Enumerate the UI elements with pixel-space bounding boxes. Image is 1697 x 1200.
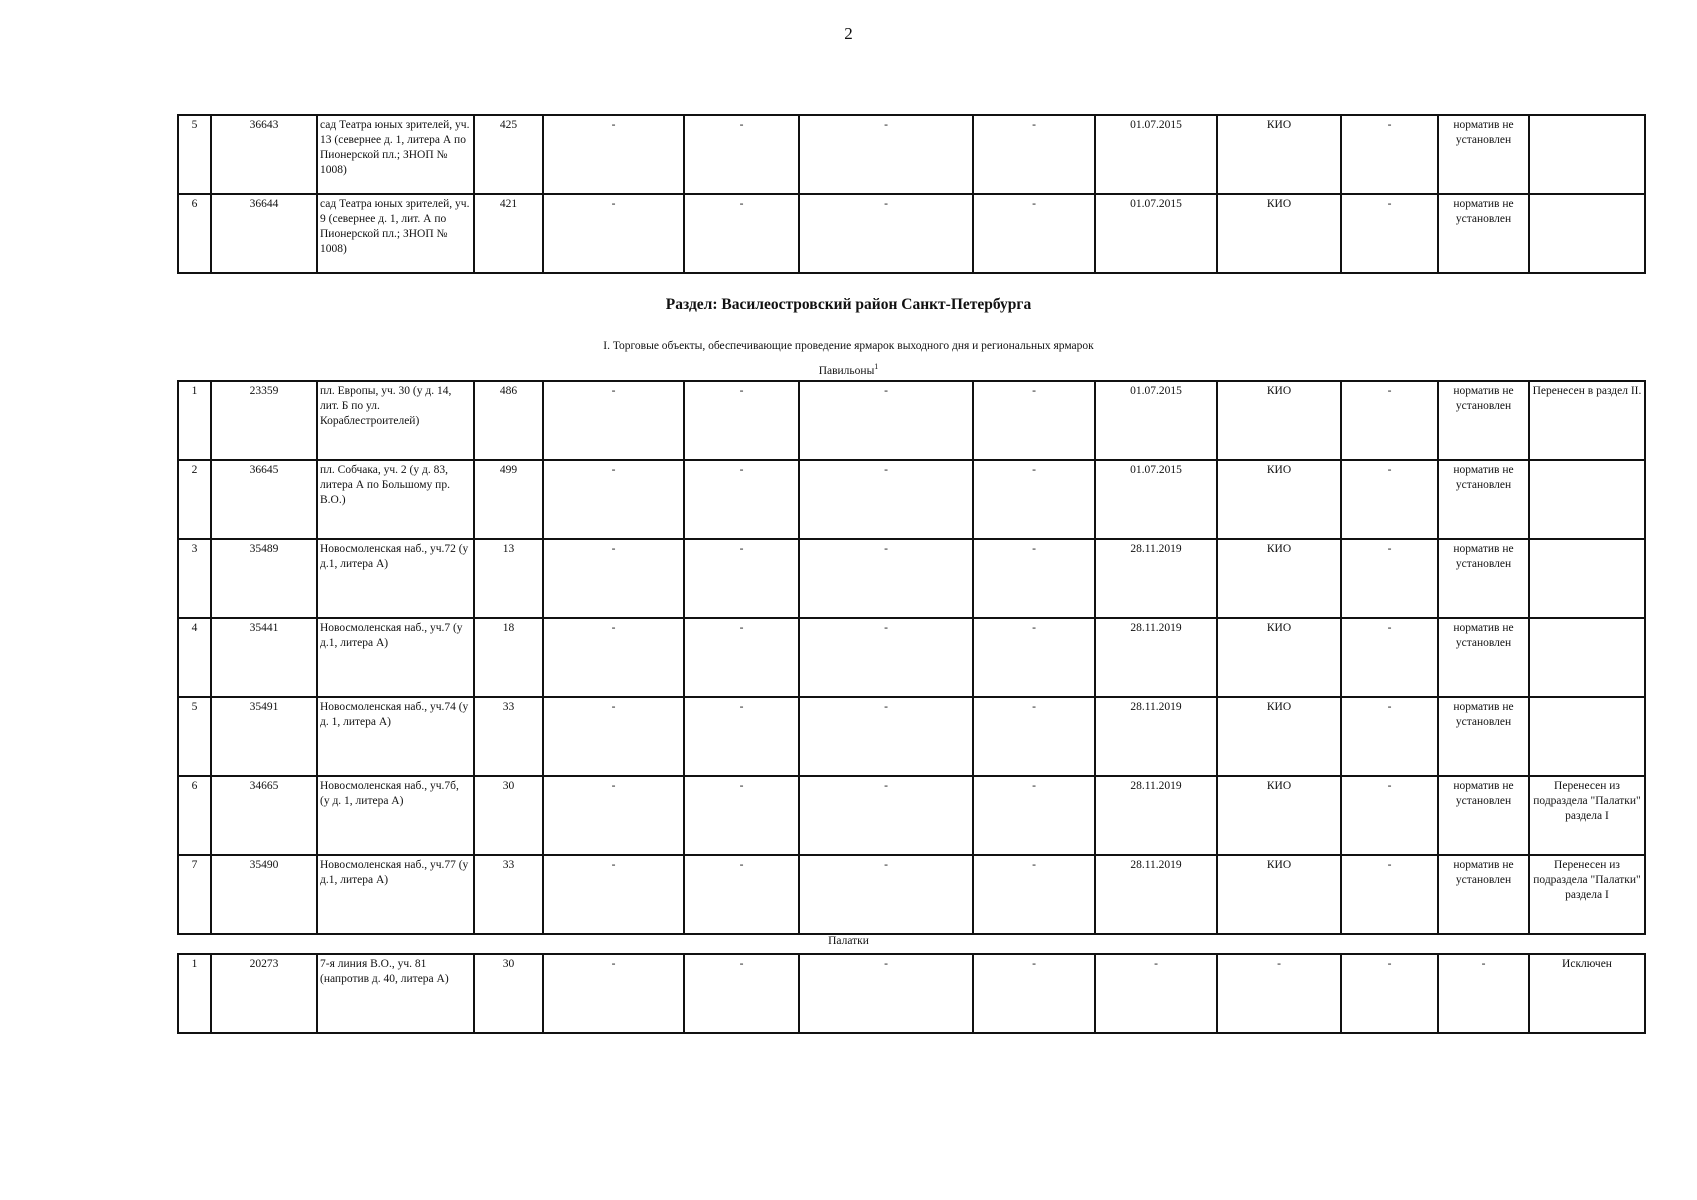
cell-area: 33 bbox=[474, 697, 543, 776]
cell-col11: - bbox=[1341, 115, 1438, 194]
cell-col5: - bbox=[543, 776, 684, 855]
cell-col11: - bbox=[1341, 954, 1438, 1033]
cell-id: 36643 bbox=[211, 115, 317, 194]
cell-area: 30 bbox=[474, 954, 543, 1033]
cell-col6: - bbox=[684, 697, 799, 776]
cell-id: 36644 bbox=[211, 194, 317, 273]
cell-note: Перенесен из подраздела "Палатки" раздела I bbox=[1529, 776, 1645, 855]
cell-norm: - bbox=[1438, 954, 1529, 1033]
table-row bbox=[178, 697, 1645, 776]
cell-col6: - bbox=[684, 954, 799, 1033]
cell-col5: - bbox=[543, 539, 684, 618]
cell-col7: - bbox=[799, 776, 973, 855]
cell-note: Исключен bbox=[1529, 954, 1645, 1033]
cell-date: 28.11.2019 bbox=[1095, 855, 1217, 934]
cell-col6: - bbox=[684, 855, 799, 934]
cell-date: 01.07.2015 bbox=[1095, 194, 1217, 273]
cell-col8: - bbox=[973, 697, 1095, 776]
table-row bbox=[178, 954, 1645, 1033]
cell-col7: - bbox=[799, 115, 973, 194]
cell-org: КИО bbox=[1217, 460, 1341, 539]
table-row bbox=[178, 539, 1645, 618]
cell-col8: - bbox=[973, 776, 1095, 855]
cell-col6: - bbox=[684, 460, 799, 539]
cell-col5: - bbox=[543, 115, 684, 194]
cell-note: Перенесен из подраздела "Палатки" раздела I bbox=[1529, 855, 1645, 934]
cell-date: 28.11.2019 bbox=[1095, 539, 1217, 618]
cell-address: 7-я линия В.О., уч. 81 (напротив д. 40, литера А) bbox=[317, 954, 474, 1033]
cell-col8: - bbox=[973, 115, 1095, 194]
cell-col8: - bbox=[973, 194, 1095, 273]
cell-org: КИО bbox=[1217, 539, 1341, 618]
cell-id: 23359 bbox=[211, 381, 317, 460]
cell-col11: - bbox=[1341, 618, 1438, 697]
cell-org: КИО bbox=[1217, 115, 1341, 194]
cell-number: 1 bbox=[178, 954, 211, 1033]
cell-norm: норматив не установлен bbox=[1438, 855, 1529, 934]
cell-col5: - bbox=[543, 194, 684, 273]
cell-col5: - bbox=[543, 618, 684, 697]
cell-address: сад Театра юных зрителей, уч. 9 (севернее д. 1, лит. А по Пионерской пл.; ЗНОП № 1008) bbox=[317, 194, 474, 273]
cell-col7: - bbox=[799, 194, 973, 273]
cell-col5: - bbox=[543, 697, 684, 776]
cell-col5: - bbox=[543, 954, 684, 1033]
cell-date: 01.07.2015 bbox=[1095, 460, 1217, 539]
cell-date: 01.07.2015 bbox=[1095, 115, 1217, 194]
cell-col11: - bbox=[1341, 460, 1438, 539]
cell-number: 5 bbox=[178, 697, 211, 776]
cell-address: пл. Европы, уч. 30 (у д. 14, лит. Б по ул. Кораблестроителей) bbox=[317, 381, 474, 460]
pavilions-footnote: 1 bbox=[874, 362, 879, 371]
cell-date: 01.07.2015 bbox=[1095, 381, 1217, 460]
cell-col7: - bbox=[799, 855, 973, 934]
cell-area: 499 bbox=[474, 460, 543, 539]
table-row bbox=[178, 776, 1645, 855]
cell-col6: - bbox=[684, 618, 799, 697]
cell-col8: - bbox=[973, 618, 1095, 697]
top-table bbox=[177, 114, 1646, 274]
cell-org: КИО bbox=[1217, 194, 1341, 273]
cell-number: 3 bbox=[178, 539, 211, 618]
cell-id: 35491 bbox=[211, 697, 317, 776]
subsection-title: I. Торговые объекты, обеспечивающие проведение ярмарок выходного дня и региональных ярмарок bbox=[603, 340, 1094, 352]
cell-org: - bbox=[1217, 954, 1341, 1033]
cell-date: 28.11.2019 bbox=[1095, 618, 1217, 697]
cell-col6: - bbox=[684, 539, 799, 618]
cell-col5: - bbox=[543, 855, 684, 934]
cell-norm: норматив не установлен bbox=[1438, 618, 1529, 697]
cell-number: 7 bbox=[178, 855, 211, 934]
cell-id: 35490 bbox=[211, 855, 317, 934]
pavilions-label bbox=[0, 362, 1697, 377]
cell-norm: норматив не установлен bbox=[1438, 381, 1529, 460]
cell-col11: - bbox=[1341, 381, 1438, 460]
cell-id: 35441 bbox=[211, 618, 317, 697]
cell-number: 6 bbox=[178, 776, 211, 855]
cell-area: 18 bbox=[474, 618, 543, 697]
cell-col8: - bbox=[973, 954, 1095, 1033]
cell-number: 4 bbox=[178, 618, 211, 697]
table-row bbox=[178, 194, 1645, 273]
cell-col11: - bbox=[1341, 697, 1438, 776]
cell-address: сад Театра юных зрителей, уч. 13 (севернее д. 1, литера А по Пионерской пл.; ЗНОП № 1008) bbox=[317, 115, 474, 194]
cell-number: 6 bbox=[178, 194, 211, 273]
cell-address: Новосмоленская наб., уч.7б, (у д. 1, литера А) bbox=[317, 776, 474, 855]
cell-date: 28.11.2019 bbox=[1095, 697, 1217, 776]
cell-address: Новосмоленская наб., уч.72 (у д.1, литера А) bbox=[317, 539, 474, 618]
cell-col8: - bbox=[973, 381, 1095, 460]
cell-address: Новосмоленская наб., уч.74 (у д. 1, литера А) bbox=[317, 697, 474, 776]
cell-col6: - bbox=[684, 115, 799, 194]
cell-org: КИО bbox=[1217, 697, 1341, 776]
table-row bbox=[178, 460, 1645, 539]
cell-col7: - bbox=[799, 381, 973, 460]
table-row bbox=[178, 618, 1645, 697]
cell-col7: - bbox=[799, 539, 973, 618]
cell-area: 13 bbox=[474, 539, 543, 618]
cell-col7: - bbox=[799, 697, 973, 776]
cell-area: 486 bbox=[474, 381, 543, 460]
cell-id: 35489 bbox=[211, 539, 317, 618]
cell-number: 5 bbox=[178, 115, 211, 194]
tents-table bbox=[177, 953, 1646, 1034]
cell-date: - bbox=[1095, 954, 1217, 1033]
cell-norm: норматив не установлен bbox=[1438, 194, 1529, 273]
cell-col8: - bbox=[973, 460, 1095, 539]
page-number: 2 bbox=[844, 24, 853, 43]
cell-date: 28.11.2019 bbox=[1095, 776, 1217, 855]
cell-area: 425 bbox=[474, 115, 543, 194]
cell-col7: - bbox=[799, 954, 973, 1033]
cell-col11: - bbox=[1341, 539, 1438, 618]
pavilions-label-text: Павильоны bbox=[818, 364, 875, 377]
cell-col7: - bbox=[799, 460, 973, 539]
cell-note bbox=[1529, 697, 1645, 776]
cell-col6: - bbox=[684, 194, 799, 273]
cell-norm: норматив не установлен bbox=[1438, 697, 1529, 776]
table-row bbox=[178, 381, 1645, 460]
cell-col7: - bbox=[799, 618, 973, 697]
cell-area: 30 bbox=[474, 776, 543, 855]
cell-norm: норматив не установлен bbox=[1438, 115, 1529, 194]
cell-note bbox=[1529, 115, 1645, 194]
cell-col8: - bbox=[973, 855, 1095, 934]
cell-id: 34665 bbox=[211, 776, 317, 855]
cell-number: 1 bbox=[178, 381, 211, 460]
cell-col5: - bbox=[543, 381, 684, 460]
cell-note: Перенесен в раздел II. bbox=[1529, 381, 1645, 460]
cell-col5: - bbox=[543, 460, 684, 539]
cell-address: Новосмоленская наб., уч.7 (у д.1, литера А) bbox=[317, 618, 474, 697]
cell-area: 33 bbox=[474, 855, 543, 934]
cell-org: КИО bbox=[1217, 776, 1341, 855]
table-row bbox=[178, 115, 1645, 194]
cell-norm: норматив не установлен bbox=[1438, 539, 1529, 618]
cell-col6: - bbox=[684, 776, 799, 855]
cell-area: 421 bbox=[474, 194, 543, 273]
cell-norm: норматив не установлен bbox=[1438, 776, 1529, 855]
cell-number: 2 bbox=[178, 460, 211, 539]
cell-org: КИО bbox=[1217, 618, 1341, 697]
cell-col11: - bbox=[1341, 855, 1438, 934]
cell-note bbox=[1529, 618, 1645, 697]
pavilions-table bbox=[177, 380, 1646, 935]
cell-col6: - bbox=[684, 381, 799, 460]
cell-note bbox=[1529, 539, 1645, 618]
cell-org: КИО bbox=[1217, 855, 1341, 934]
tents-label: Палатки bbox=[828, 935, 869, 947]
section-title: Раздел: Василеостровский район Санкт-Петербурга bbox=[665, 296, 1032, 313]
cell-col11: - bbox=[1341, 194, 1438, 273]
cell-note bbox=[1529, 194, 1645, 273]
cell-id: 20273 bbox=[211, 954, 317, 1033]
cell-address: пл. Собчака, уч. 2 (у д. 83, литера А по Большому пр. В.О.) bbox=[317, 460, 474, 539]
cell-address: Новосмоленская наб., уч.77 (у д.1, литера А) bbox=[317, 855, 474, 934]
cell-id: 36645 bbox=[211, 460, 317, 539]
cell-org: КИО bbox=[1217, 381, 1341, 460]
cell-note bbox=[1529, 460, 1645, 539]
cell-col8: - bbox=[973, 539, 1095, 618]
cell-norm: норматив не установлен bbox=[1438, 460, 1529, 539]
cell-col11: - bbox=[1341, 776, 1438, 855]
table-row bbox=[178, 855, 1645, 934]
